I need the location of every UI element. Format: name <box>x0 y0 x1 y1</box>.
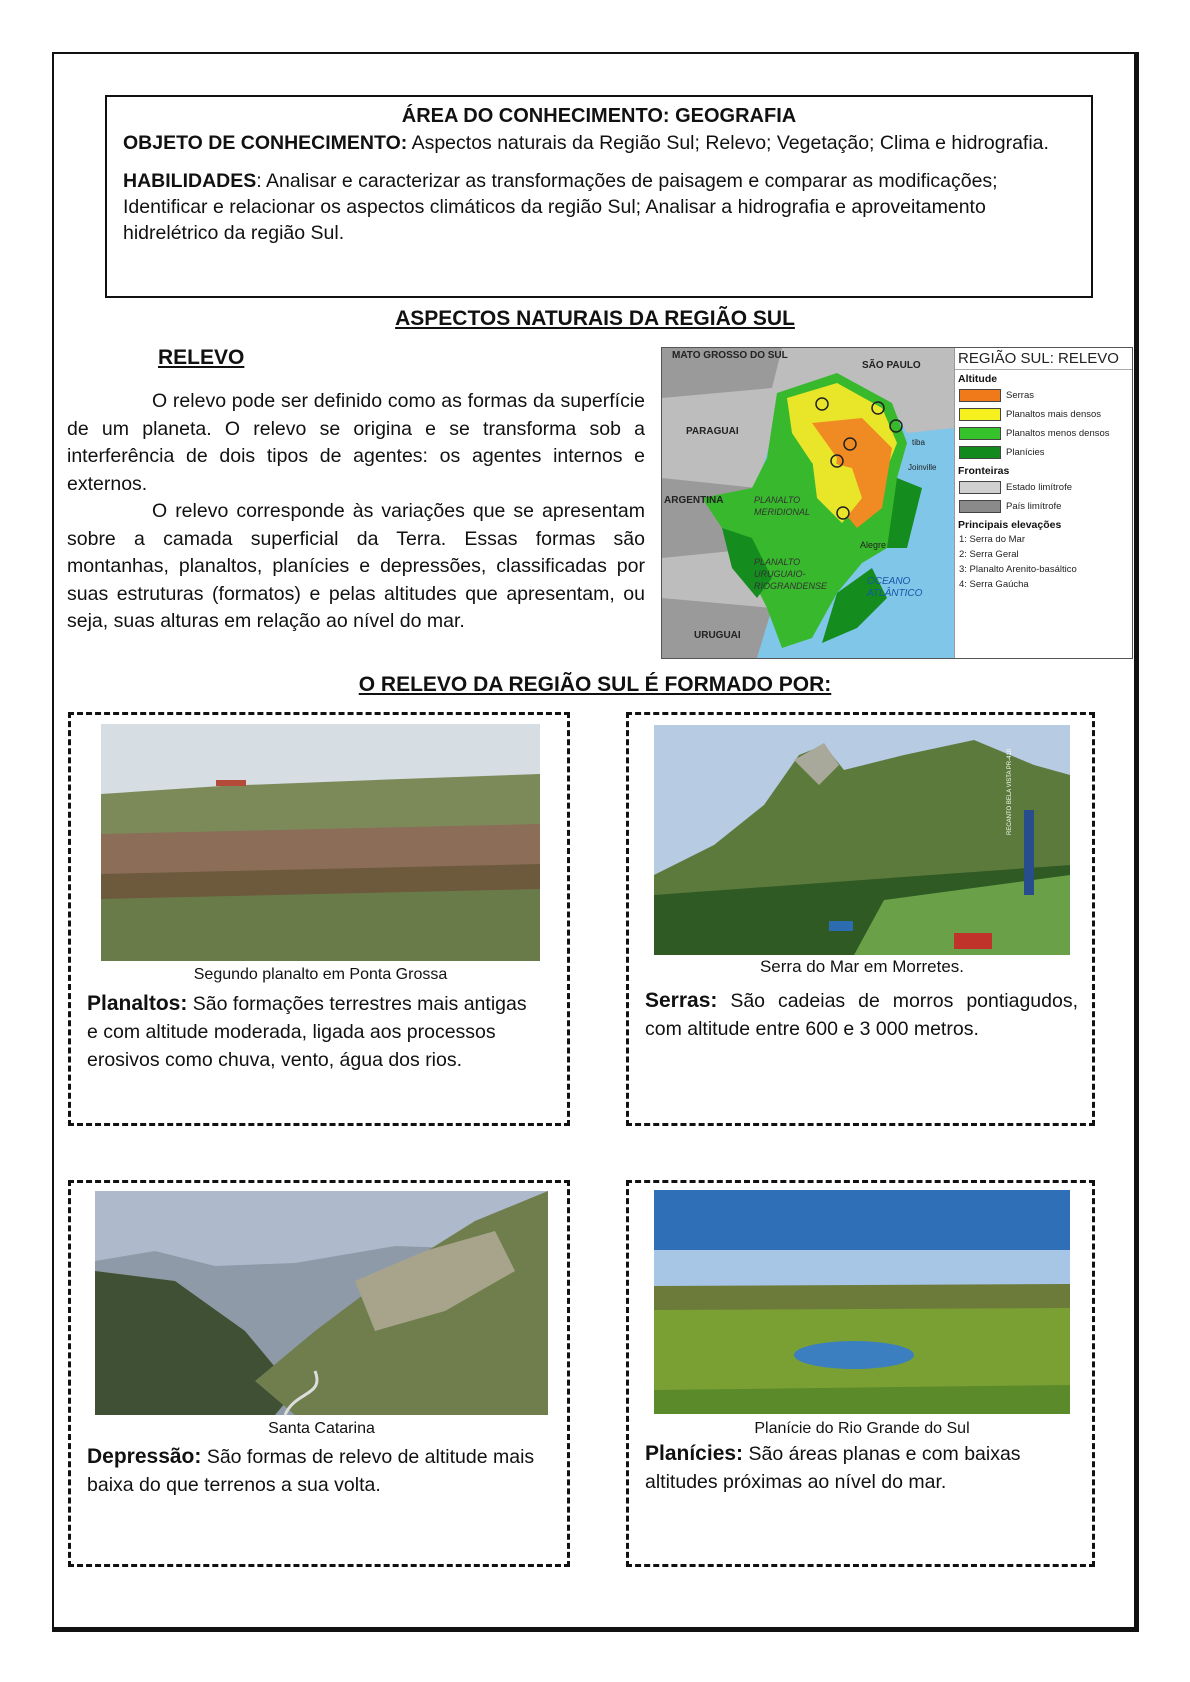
map-label-paraguai: PARAGUAI <box>686 426 739 437</box>
objeto-label: OBJETO DE CONHECIMENTO: <box>123 132 408 154</box>
legend-item-label: Serras <box>1006 390 1034 401</box>
legend-item-label: Planaltos mais densos <box>1006 409 1102 420</box>
legend-title: REGIÃO SUL: RELEVO <box>955 348 1133 370</box>
planicie-image <box>654 1190 1070 1414</box>
map-label-sao-paulo: SÃO PAULO <box>862 360 921 371</box>
planalto-photo <box>101 724 540 961</box>
map-label-tiba: tiba <box>912 438 925 447</box>
formado-title: O RELEVO DA REGIÃO SUL É FORMADO POR: <box>358 673 832 696</box>
serra-photo <box>654 725 1070 955</box>
map-label-argentina: ARGENTINA <box>664 495 724 506</box>
depressao-image <box>95 1191 548 1415</box>
planicies-label: Planícies: <box>645 1442 744 1465</box>
relevo-text <box>67 388 645 636</box>
map-label-planalto-uruguaio: PLANALTO URUGUAIO-RIOGRANDENSE <box>754 557 828 591</box>
legend-item <box>955 443 1133 462</box>
planicie-photo <box>654 1190 1070 1414</box>
depressao-text: São formas de relevo de altitude mais baixa do que terrenos a sua volta. <box>87 1446 535 1496</box>
objeto-line <box>123 130 1075 156</box>
legend-item <box>955 424 1133 443</box>
elevation-item: 2: Serra Geral <box>959 549 1019 560</box>
legend-item-label: Planícies <box>1006 447 1045 458</box>
map-label-planalto-meridional: PLANALTO MERIDIONAL <box>754 495 811 517</box>
legend-swatch <box>959 389 1001 402</box>
map-label-mato-grosso: MATO GROSSO DO SUL <box>672 350 788 361</box>
map-label-oceano: OCEANO ATLÂNTICO <box>867 576 923 599</box>
legend-fronteiras-label: Fronteiras <box>958 465 1010 477</box>
relevo-map <box>661 347 1133 659</box>
legend-swatch <box>959 446 1001 459</box>
map-label-joinville: Joinville <box>908 463 937 472</box>
legend-item <box>955 478 1133 497</box>
relevo-title: RELEVO <box>158 346 245 369</box>
serra-sign-text: RECANTO BELA VISTA PR-410 <box>1007 748 1013 835</box>
habilidades-label: HABILIDADES <box>123 170 257 192</box>
map-label-alegre: Alegre <box>860 540 887 550</box>
map-legend <box>954 348 1133 658</box>
legend-swatch <box>959 427 1001 440</box>
planicies-description <box>645 1440 1078 1496</box>
legend-item <box>955 405 1133 424</box>
legend-item <box>955 386 1133 405</box>
elevation-item: 4: Serra Gaúcha <box>959 579 1029 590</box>
depressao-caption: Santa Catarina <box>268 1420 375 1437</box>
habilidades-line <box>123 168 1075 246</box>
legend-item-label: Planaltos menos densos <box>1006 428 1110 439</box>
planaltos-text: São formações terrestres mais antigas e com altitude moderada, ligada aos processos erosivos como chuva, vento, água dos rios. <box>87 993 527 1071</box>
elevation-item: 1: Serra do Mar <box>959 534 1025 545</box>
relevo-paragraph-2: O relevo corresponde às variações que se apresentam sobre a camada superficial da Terra. Essas formas são montanhas, planaltos, planícies e depressões, classificadas por suas estruturas (formatos) e pelas altitudes que apresentam, ou seja, suas alturas em relação ao nível do mar. <box>67 500 645 632</box>
planalto-caption: Segundo planalto em Ponta Grossa <box>193 966 448 983</box>
area-title: ÁREA DO CONHECIMENTO: GEOGRAFIA <box>401 105 797 127</box>
serras-text: São cadeias de morros pontiagudos, com altitude entre 600 e 3 000 metros. <box>645 990 1078 1040</box>
elevation-item: 3: Planalto Arenito-basáltico <box>959 564 1077 575</box>
legend-item-label: País limítrofe <box>1006 501 1062 512</box>
section-title: ASPECTOS NATURAIS DA REGIÃO SUL <box>395 307 795 330</box>
legend-item <box>955 497 1133 516</box>
planalto-image <box>101 724 540 961</box>
planaltos-label: Planaltos: <box>87 992 188 1015</box>
planicies-text: São áreas planas e com baixas altitudes próximas ao nível do mar. <box>645 1443 1021 1493</box>
planaltos-description <box>87 990 532 1074</box>
legend-swatch <box>959 500 1001 513</box>
serras-label: Serras: <box>645 989 718 1012</box>
serras-description <box>645 987 1078 1043</box>
relevo-paragraph-1: O relevo pode ser definido como as formas da superfície de um planeta. O relevo se origina e se transforma sob a interferência de dois tipos de agentes: os agentes internos e externos. <box>67 390 645 495</box>
depressao-photo <box>95 1191 548 1415</box>
habilidades-text: : Analisar e caracterizar as transformações de paisagem e comparar as modificações; Identificar e relacionar os aspectos climáticos da região Sul; Analisar a hidrografia e aproveitamento hidrelétrico da região Sul. <box>123 170 998 244</box>
depressao-description <box>87 1443 552 1499</box>
legend-swatch <box>959 481 1001 494</box>
header-box <box>105 95 1093 298</box>
legend-altitude-label: Altitude <box>958 373 998 385</box>
legend-elevacoes-label: Principais elevações <box>958 519 1062 531</box>
serra-caption: Serra do Mar em Morretes. <box>759 957 965 976</box>
legend-item-label: Estado limítrofe <box>1006 482 1072 493</box>
objeto-text: Aspectos naturais da Região Sul; Relevo; Vegetação; Clima e hidrografia. <box>411 132 1049 154</box>
depressao-label: Depressão: <box>87 1445 202 1468</box>
planicie-caption: Planície do Rio Grande do Sul <box>754 1420 970 1437</box>
legend-swatch <box>959 408 1001 421</box>
map-label-uruguai: URUGUAI <box>694 630 741 641</box>
